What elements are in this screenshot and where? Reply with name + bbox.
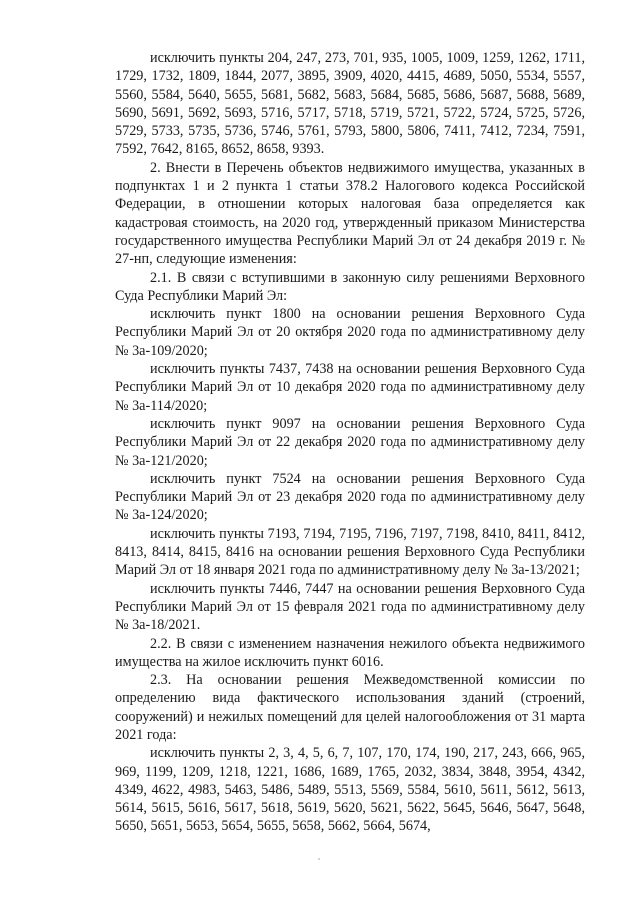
paragraph-exclude-7524: исключить пункт 7524 на основании решения Верховного Суда Республики Марий Эл от 23 декабря 2020 года по административному делу № 3а-124/2020;: [115, 470, 585, 524]
paragraph-section-2: 2. Внести в Перечень объектов недвижимого имущества, указанных в подпунктах 1 и 2 пункта 1 статьи 378.2 Налогового кодекса Российской Федерации, в отношении которых налоговая база определяется как кадастровая стоимость, на 2020 год, утвержденный приказом Министерства государственного имущества Республики Марий Эл от 24 декабря 2019 г. № 27-нп, следующие изменения:: [115, 159, 585, 268]
document-body: [115, 49, 585, 836]
paragraph-exclude-7193: исключить пункты 7193, 7194, 7195, 7196, 7197, 7198, 8410, 8411, 8412, 8413, 8414, 8415, 8416 на основании решения Верховного Суда Республики Марий Эл от 18 января 2021 года по административному делу № 3а-13/2021;: [115, 525, 585, 579]
paragraph-section-2-3: 2.3. На основании решения Межведомственной комиссии по определению вида фактического использования зданий (строений, сооружений) и нежилых помещений для целей налогообложения от 31 марта 2021 года:: [115, 672, 585, 743]
paragraph-exclude-9097: исключить пункт 9097 на основании решения Верховного Суда Республики Марий Эл от 22 декабря 2020 года по административному делу № 3а-121/2020;: [115, 415, 585, 469]
scan-artifact: [318, 858, 320, 860]
paragraph-exclude-items-1: исключить пункты 204, 247, 273, 701, 935, 1005, 1009, 1259, 1262, 1711, 1729, 1732, 1809, 1844, 2077, 3895, 3909, 4020, 4415, 4689, 5050, 5534, 5557, 5560, 5584, 5640, 5655, 5681, 5682, 5683, 5684, 5685, 5686, 5687, 5688, 5689, 5690, 5691, 5692, 5693, 5716, 5717, 5718, 5719, 5721, 5722, 5724, 5725, 5726, 5729, 5733, 5735, 5736, 5746, 5761, 5793, 5800, 5806, 7411, 7412, 7234, 7591, 7592, 7642, 8165, 8652, 8658, 9393.: [115, 50, 585, 158]
paragraph-exclude-1800: исключить пункт 1800 на основании решения Верховного Суда Республики Марий Эл от 20 октября 2020 года по административному делу № 3а-109/2020;: [115, 306, 585, 359]
paragraph-section-2-2: 2.2. В связи с изменением назначения нежилого объекта недвижимого имущества на жилое исключить пункт 6016.: [115, 635, 585, 670]
paragraph-exclude-7446: исключить пункты 7446, 7447 на основании решения Верховного Суда Республики Марий Эл от 15 февраля 2021 года по административному делу № 3а-18/2021.: [115, 580, 585, 634]
paragraph-section-2-1: 2.1. В связи с вступившими в законную силу решениями Верховного Суда Республики Марий Эл:: [115, 269, 585, 304]
paragraph-exclude-7437: исключить пункты 7437, 7438 на основании решения Верховного Суда Республики Марий Эл от 10 декабря 2020 года по административному делу № 3а-114/2020;: [115, 361, 585, 414]
paragraph-exclude-items-2: исключить пункты 2, 3, 4, 5, 6, 7, 107, 170, 174, 190, 217, 243, 666, 965, 969, 1199, 1209, 1218, 1221, 1686, 1689, 1765, 2032, 3834, 3848, 3954, 4342, 4349, 4622, 4983, 5463, 5486, 5489, 5513, 5569, 5584, 5610, 5611, 5612, 5613, 5614, 5615, 5616, 5617, 5618, 5619, 5620, 5621, 5622, 5645, 5646, 5647, 5648, 5650, 5651, 5653, 5654, 5655, 5658, 5662, 5664, 5674,: [115, 745, 585, 835]
